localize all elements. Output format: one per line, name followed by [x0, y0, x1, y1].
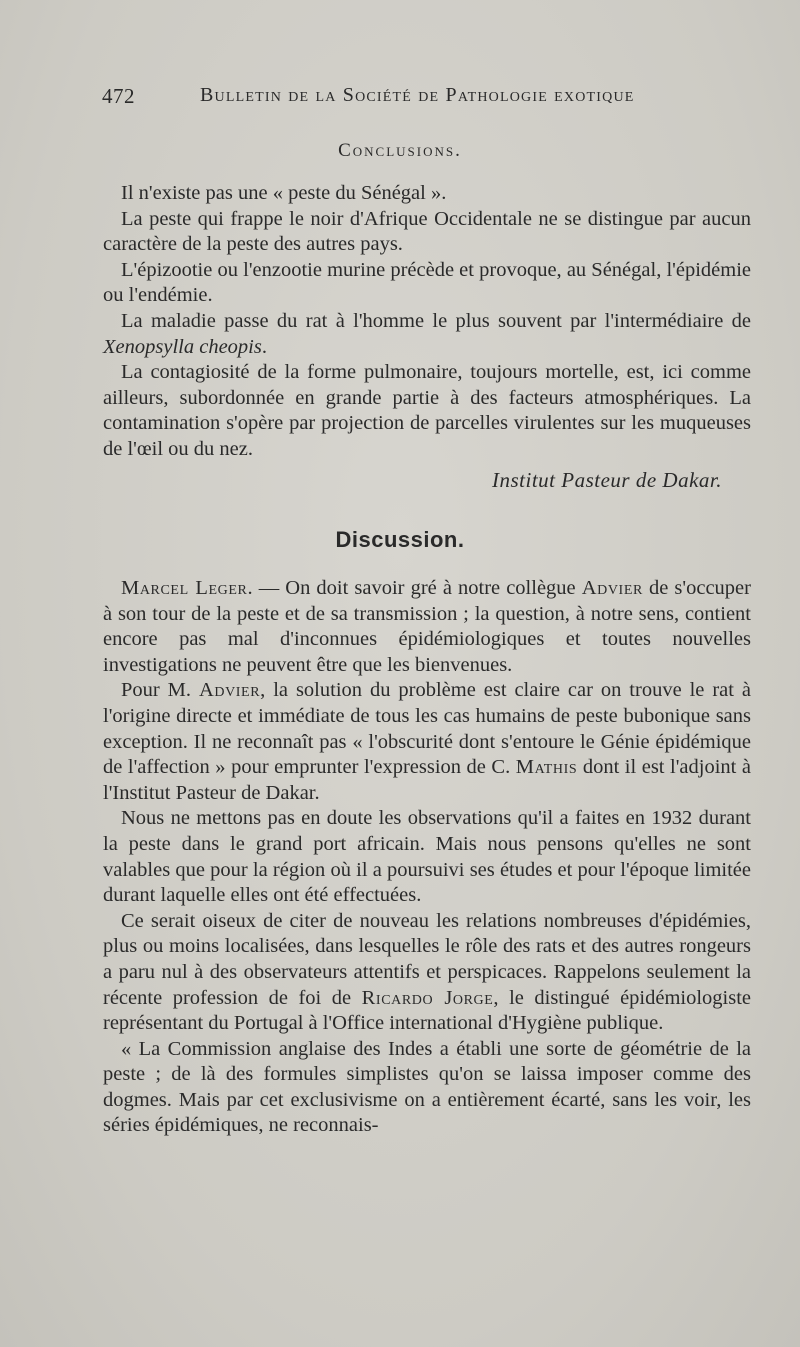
text-run: La maladie passe du rat à l'homme le plus souvent par l'intermédiaire de [121, 309, 751, 332]
page-header [100, 84, 750, 114]
text-run: Ce serait oiseux de citer de nouveau les relations nombreuses d'épidémies, plus ou moins localisées, dans lesquelles le rôle des rats et des autres rongeurs a paru nul à des observateurs attentifs et perspicaces. Rappelons seulement la récente profession de foi de [103, 909, 751, 1009]
conclusion-paragraph: L'épizootie ou l'enzootie murine précède et provoque, au Sénégal, l'épidémie ou l'endémie. [103, 258, 751, 307]
species-name: Xenopsylla cheopis [103, 335, 262, 358]
speaker-name: Marcel Leger [121, 577, 248, 599]
text-run: , la solution du problème est claire car on trouve le rat à l'origine directe et immédiate de tous les cas humains de peste bubonique sans exception. Il ne reconnaît pas « l'obscurité dont s'entoure le Génie épidémique de l'affection » pour emprunter l'expression de C. [103, 679, 751, 779]
author-name: Advier [581, 577, 643, 599]
discussion-paragraph [103, 576, 751, 678]
conclusions-body [103, 181, 751, 463]
discussion-heading: Discussion. [335, 527, 465, 552]
conclusion-paragraph [103, 309, 751, 360]
discussion-paragraph [103, 678, 751, 806]
text-run: . [261, 335, 267, 358]
page-number: 472 [102, 84, 135, 108]
conclusion-paragraph: La peste qui frappe le noir d'Afrique Occidentale ne se distingue par aucun caractère de la peste des autres pays. [103, 207, 751, 256]
text-run: , le distingué épidémiologiste représentant du Portugal à l'Office international d'Hygiène publique. [103, 986, 752, 1035]
conclusions-title: Conclusions. [338, 140, 462, 161]
running-title: Bulletin de la Société de Pathologie exotique [200, 84, 635, 106]
author-name: Ricardo Jorge [361, 986, 494, 1009]
discussion-paragraph: Nous ne mettons pas en doute les observations qu'il a faites en 1932 durant la peste dans le grand port africain. Mais nous pensons qu'elles ne sont valables que pour la région où il a poursuivi ses études et pour l'époque limitée durant laquelle elles ont été effectuées. [103, 807, 751, 907]
author-name: Mathis [515, 756, 578, 779]
author-name: Advier [198, 679, 261, 702]
institution-signature: Institut Pasteur de Dakar. [492, 468, 722, 492]
text-run: Pour M. [121, 679, 199, 702]
discussion-paragraph [103, 909, 751, 1037]
discussion-paragraph: « La Commission anglaise des Indes a établi une sorte de géométrie de la peste ; de là des formules simplistes qu'on se laissa imposer comme des dogmes. Mais par cet exclusivisme on a entièrement écarté, sans les voir, les séries épidémiques, ne reconnais- [103, 1037, 751, 1137]
conclusion-paragraph: Il n'existe pas une « peste du Sénégal ». [121, 182, 447, 204]
text-run: de s'occuper à son tour de la peste et de sa transmission ; la question, à notre sens, contient encore pas mal d'inconnues épidémiologiques et toutes nouvelles investigations ne peuvent être que les bienvenues. [103, 577, 751, 676]
text-run: . — On doit savoir gré à notre collègue [247, 577, 582, 599]
discussion-body [103, 576, 751, 1139]
text-run: dont il est l'adjoint à l'Institut Pasteur de Dakar. [103, 756, 751, 804]
conclusion-paragraph: La contagiosité de la forme pulmonaire, toujours mortelle, est, ici comme ailleurs, subordonnée en grande partie à des facteurs atmosphériques. La contamination s'opère par projection de parcelles virulentes sur les muqueuses de l'œil ou du nez. [103, 361, 751, 460]
